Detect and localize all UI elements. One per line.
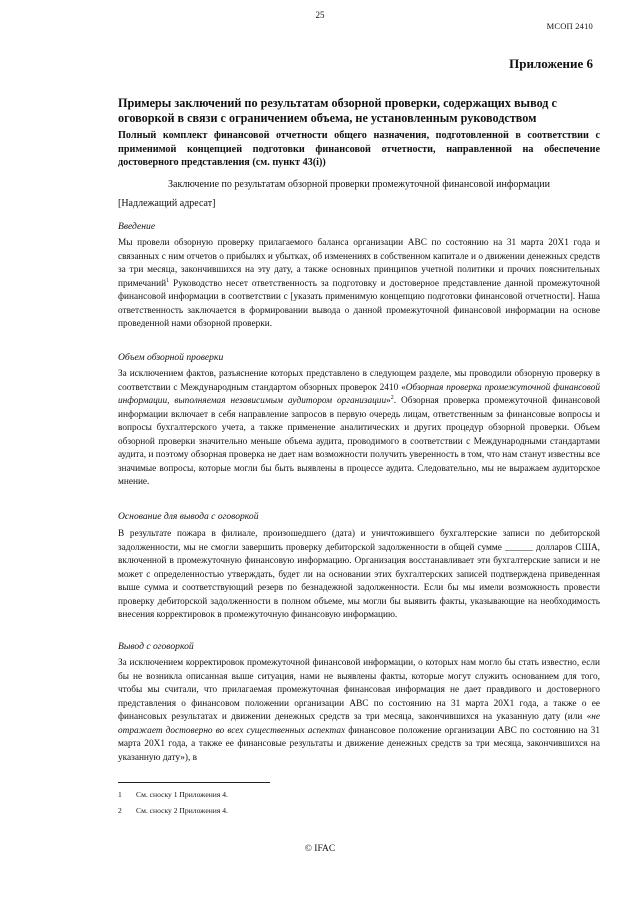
scope-close-quote: » <box>386 396 391 407</box>
footnote-divider <box>118 782 270 783</box>
conclusion-italic-1: не отражает достоверно во всех существенных аспектах <box>118 712 600 736</box>
section-heading-conclusion: Вывод с оговоркой <box>118 641 194 652</box>
scope-text-1: За исключением фактов, разъяснение которых представлено в следующем разделе, мы проводили обзорную проверку в соответствии с Международным стандартом обзорных проверок 2410 « <box>118 369 600 393</box>
conclusion-text-1: За исключением корректировок промежуточной финансовой информации, о которых нам могло бы стать известно, если бы не возникла описанная выше ситуация, нами не выявлены факты, которые могут служить основанием для того, чтобы мы считали, что прилагаемая промежуточная финансовая информация не дает правдивого и достоверного представления о финансовом положении организации АВС по состоянию на 31 марта 20X1 года, а также о ее финансовых результатах и движении денежных средств за три месяца, закончившихся на указанную дату (или « <box>118 658 600 723</box>
conclusion-text-2: финансовое положение организации АВС по состоянию на 31 марта 20X1 года, а также ее финансовые результаты и движение денежных средств за три месяца, закончившихся на указанную дату»), в <box>118 725 600 763</box>
footnote-2-text: См. сноску 2 Приложения 4. <box>136 806 228 815</box>
footnote-ref-2: 2 <box>390 395 394 401</box>
scope-italic-1: Обзорная проверка промежуточной финансовой информации, выполняемая независимым аудитором организации <box>118 382 600 407</box>
paragraph-intro <box>118 237 600 332</box>
addressee: [Надлежащий адресат] <box>118 198 216 209</box>
paragraph-basis: В результате пожара в филиале, произошедшего (дата) и уничтожившего бухгалтерские записи по дебиторской задолженности, мы не смогли завершить проверку дебиторской задолженности в общей сумме ______ долларов США, включенной в промежуточную финансовую информацию. Организация восстанавливает эти бухгалтерские записи и не может с определенностью утверждать, будет ли на основании этих бухгалтерских записей подтверждена приведенная выше сумма и соответствующий резерв по безнадежной задолженности. Если бы мы имели возможность провести проверку дебиторской задолженности в полном объеме, мы могли бы выявить факты, указывающие на необходимость внесения корректировок в промежуточную финансовую информацию. <box>118 529 600 621</box>
scope-text-2: . Обзорная проверка промежуточной финансовой информации включает в себя направление запросов в первую очередь лицам, ответственным за финансовые вопросы и вопросы бухгалтерского учета, а также применение аналитических и других процедур обзорной проверки. Объем обзорной проверки значительно меньше объема аудита, проводимого в соответствии с Международными стандартами аудита, и поэтому обзорная проверка не дает нам возможности получить уверенность в том, что нам станут известны все значимые вопросы, которые могли бы быть выявлены в процессе аудита. Следовательно, мы не выражаем аудиторское мнение. <box>118 396 600 488</box>
appendix-title: Приложение 6 <box>509 56 593 71</box>
footnote-1 <box>118 790 228 799</box>
footnote-ref-1: 1 <box>166 277 170 284</box>
section-heading-scope: Объем обзорной проверки <box>118 352 224 363</box>
page-footer: © IFAC <box>304 844 336 854</box>
footnote-1-text: См. сноску 1 Приложения 4. <box>136 790 228 799</box>
section-heading-intro: Введение <box>118 221 156 232</box>
standard-code: МСОП 2410 <box>546 21 593 31</box>
footnote-1-number: 1 <box>118 790 122 799</box>
intro-text-1: Мы провели обзорную проверку прилагаемого баланса организации АВС по состоянию на 31 марта 20X1 года и связанных с ним отчетов о прибылях и убытках, об изменениях в собственном капитале и о движении денежных средств за три месяца, закончившихся на эту дату, а также основных принципов учетной политики и прочих пояснительных примечаний <box>118 238 600 289</box>
document-subtitle: Полный комплект финансовой отчетности общего назначения, подготовленной в соответствии с применимой концепцией подготовки финансовой отчетности, направленной на обеспечение достоверного представления (см. пункт 43(i)) <box>118 130 600 168</box>
document-title: Примеры заключений по результатам обзорной проверки, содержащих вывод с оговоркой в связи с ограничением объема, не установленным руководством <box>118 96 557 125</box>
page-number: 25 <box>315 10 325 20</box>
section-heading-basis: Основание для вывода с оговоркой <box>118 511 259 522</box>
paragraph-conclusion <box>118 657 600 765</box>
report-heading: Заключение по результатам обзорной проверки промежуточной финансовой информации <box>168 179 550 190</box>
footnote-2 <box>118 806 228 815</box>
paragraph-scope <box>118 368 600 490</box>
footnote-2-number: 2 <box>118 806 122 815</box>
intro-text-2: Руководство несет ответственность за подготовку и достоверное представление данной промежуточной финансовой информации в соответствии с [указать применимую концепцию подготовки финансовой отчетности]. Наша ответственность заключается в формировании вывода о данной промежуточной финансовой информации на основе проведенной нами обзорной проверки. <box>118 278 600 330</box>
